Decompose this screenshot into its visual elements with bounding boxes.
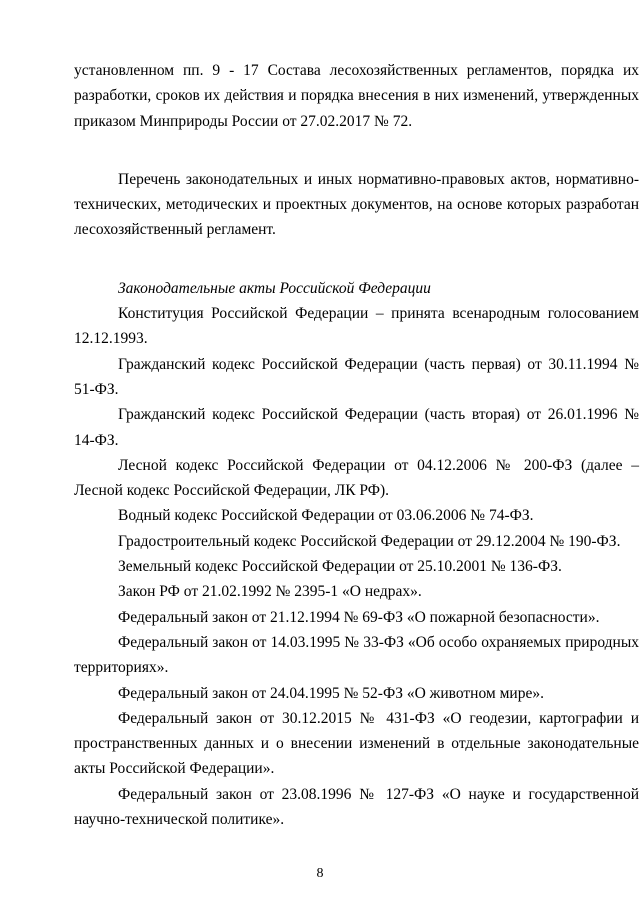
document-page	[74, 0, 639, 832]
list-item: Лесной кодекс Российской Федерации от 04.12.2006 № 200-ФЗ (далее – Лесной кодекс Российской Федерации, ЛК РФ).	[74, 456, 639, 500]
list-item: Федеральный закон от 24.04.1995 № 52-ФЗ «О животном мире».	[118, 684, 544, 702]
list-item: Федеральный закон от 21.12.1994 № 69-ФЗ «О пожарной безопасности».	[118, 608, 600, 626]
list-item: Конституция Российской Федерации – принята всенародным голосованием 12.12.1993.	[74, 305, 639, 348]
list-item: Федеральный закон от 14.03.1995 № 33-ФЗ «Об особо охраняемых природных территориях».	[74, 633, 639, 677]
list-item: Градостроительный кодекс Российской Федерации от 29.12.2004 № 190-ФЗ.	[118, 532, 621, 550]
list-item: Земельный кодекс Российской Федерации от 25.10.2001 № 136-ФЗ.	[118, 558, 562, 576]
list-item: Гражданский кодекс Российской Федерации (часть вторая) от 26.01.1996 № 14-ФЗ.	[74, 406, 639, 449]
section-title: Законодательные акты Российской Федерации	[118, 279, 431, 297]
list-item: Гражданский кодекс Российской Федерации (часть первая) от 30.11.1994 № 51-ФЗ.	[74, 355, 639, 398]
list-item: Федеральный закон от 23.08.1996 № 127-ФЗ «О науке и государственной научно-технической политике».	[74, 785, 639, 829]
list-item: Водный кодекс Российской Федерации от 03.06.2006 № 74-ФЗ.	[118, 507, 534, 525]
list-heading-paragraph: Перечень законодательных и иных нормативно-правовых актов, нормативно-технических, методических и проектных документов, на основе которых разработан лесохозяйственный регламент.	[74, 170, 639, 239]
list-item: Закон РФ от 21.02.1992 № 2395-1 «О недрах».	[118, 583, 422, 601]
list-item: Федеральный закон от 30.12.2015 № 431-ФЗ «О геодезии, картографии и пространственных данных и о внесении изменений в отдельные законодательные акты Российской Федерации».	[74, 709, 639, 778]
page-number: 8	[316, 866, 324, 881]
intro-paragraph: установленном пп. 9 - 17 Состава лесохозяйственных регламентов, порядка их разработки, сроков их действия и порядка внесения в них изменений, утвержденных приказом Минприроды России от 27.02.2017 № 72.	[74, 62, 639, 130]
